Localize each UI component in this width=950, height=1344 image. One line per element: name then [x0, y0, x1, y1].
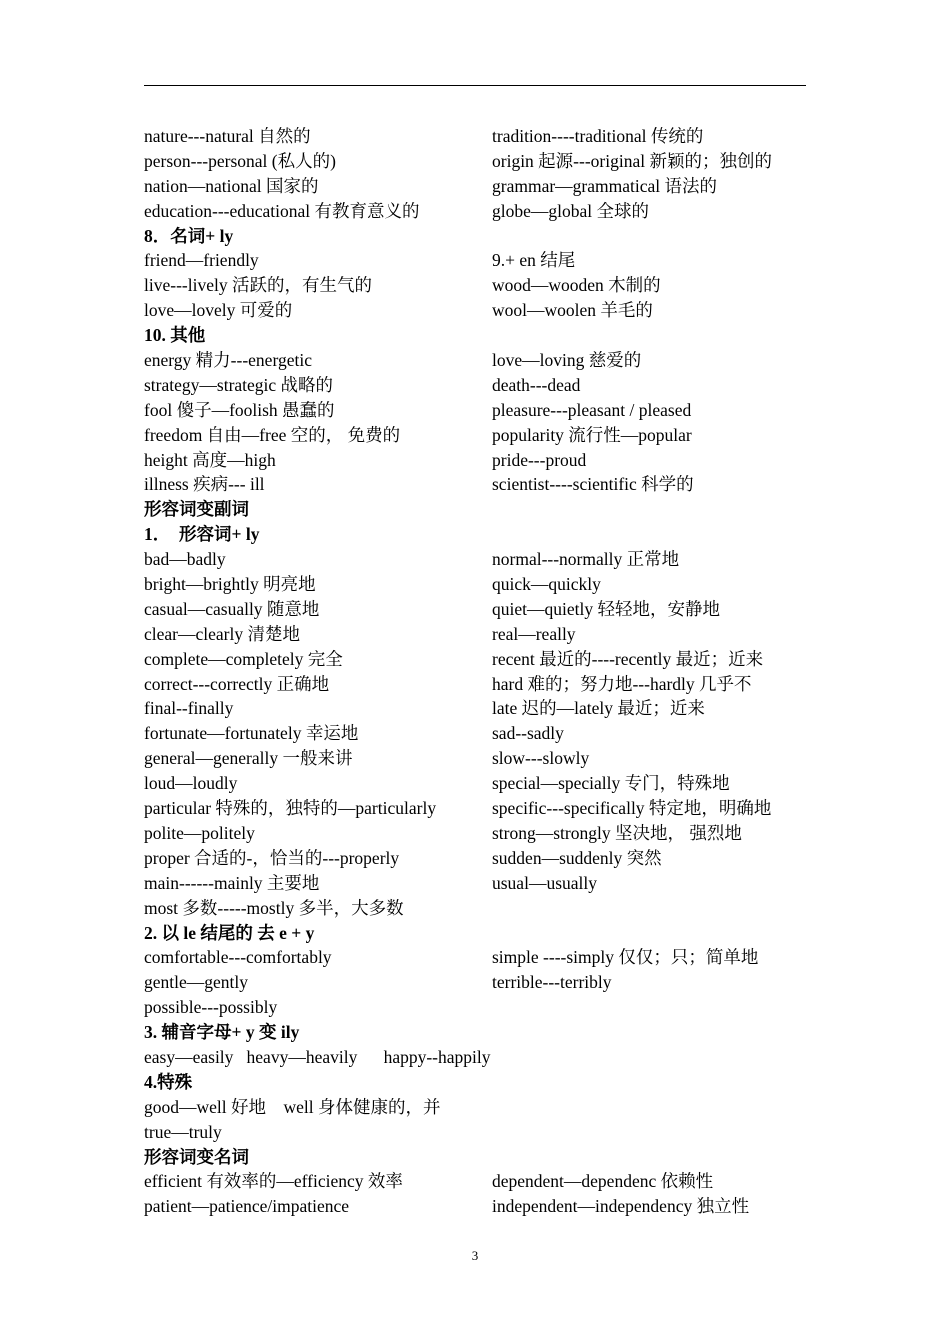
word-entry-left: live---lively 活跃的，有生气的	[144, 275, 372, 296]
word-entry-left: patient—patience/impatience	[144, 1196, 350, 1217]
heading-text: 8．名词+ ly	[144, 225, 234, 246]
word-row	[144, 373, 844, 398]
word-entry-left: fortunate—fortunately 幸运地	[144, 723, 359, 744]
word-entry-left: true—truly	[144, 1121, 222, 1142]
word-entry-right: quick—quickly	[492, 574, 601, 595]
header-rule	[144, 85, 806, 86]
heading-text: 2. 以 le 结尾的 去 e + y	[144, 922, 315, 943]
word-entry-right: pride---proud	[492, 449, 587, 470]
word-row	[144, 448, 844, 473]
section-heading	[144, 921, 844, 946]
page-number: 3	[471, 1248, 479, 1263]
word-row	[144, 273, 844, 298]
word-row	[144, 124, 844, 149]
word-row	[144, 1194, 844, 1219]
word-row	[144, 547, 844, 572]
word-row	[144, 348, 844, 373]
section-heading	[144, 1145, 844, 1170]
word-entry-left: correct---correctly 正确地	[144, 673, 330, 694]
word-entry-right: wood—wooden 木制的	[492, 275, 661, 296]
word-entry-right: quiet—quietly 轻轻地，安静地	[492, 598, 720, 619]
word-entry-right: special—specially 专门，特殊地	[492, 773, 730, 794]
word-row	[144, 647, 844, 672]
word-entry-left: freedom 自由—free 空的， 免费的	[144, 424, 401, 445]
word-entry-right: hard 难的；努力地---hardly 几乎不	[492, 673, 752, 694]
word-entry-left: gentle—gently	[144, 972, 249, 993]
word-row	[144, 821, 844, 846]
heading-text: 形容词变副词	[144, 499, 249, 520]
word-entry-left: main------mainly 主要地	[144, 872, 320, 893]
word-entry: good—well 好地 well 身体健康的，并	[144, 1096, 441, 1117]
word-entry-left: loud—loudly	[144, 773, 238, 794]
word-entry: easy—easily heavy—heavily happy--happily	[144, 1046, 491, 1067]
word-entry-left: fool 傻子—foolish 愚蠢的	[144, 399, 335, 420]
word-entry-left: friend—friendly	[144, 250, 259, 271]
word-entry-right: specific---specifically 特定地，明确地	[492, 798, 772, 819]
word-entry-right: recent 最近的----recently 最近；近来	[492, 648, 764, 669]
word-entry-right: love—loving 慈爱的	[492, 350, 642, 371]
word-row	[144, 149, 844, 174]
word-row	[144, 622, 844, 647]
word-row	[144, 1120, 844, 1145]
word-entry-left: most 多数-----mostly 多半，大多数	[144, 897, 404, 918]
section-heading	[144, 224, 844, 249]
word-row	[144, 1095, 844, 1120]
word-entry-left: general—generally 一般来讲	[144, 748, 353, 769]
word-entry-right: sad--sadly	[492, 723, 564, 744]
word-row	[144, 721, 844, 746]
word-entry-right: tradition----traditional 传统的	[492, 126, 704, 146]
word-row	[144, 896, 844, 921]
word-entry-left: casual—casually 随意地	[144, 598, 320, 619]
word-entry-right: normal---normally 正常地	[492, 549, 680, 570]
word-entry-left: final--finally	[144, 698, 234, 719]
word-row	[144, 945, 844, 970]
word-entry-right: pleasure---pleasant / pleased	[492, 399, 692, 420]
heading-text: 3. 辅音字母+ y 变 ily	[144, 1022, 300, 1043]
word-row	[144, 298, 844, 323]
heading-text: 形容词变名词	[144, 1146, 249, 1167]
word-row	[144, 796, 844, 821]
word-entry-left: height 高度—high	[144, 449, 276, 470]
word-entry-left: person---personal (私人的)	[144, 150, 336, 171]
word-row	[144, 1045, 844, 1070]
word-entry-right: slow---slowly	[492, 748, 590, 769]
word-row	[144, 995, 844, 1020]
word-entry-right: 9.+ en 结尾	[492, 250, 576, 271]
word-entry-left: complete—completely 完全	[144, 648, 343, 669]
word-entry-left: proper 合适的-，恰当的---properly	[144, 847, 400, 868]
word-entry-left: energy 精力---energetic	[144, 350, 312, 371]
word-entry-left: nature---natural 自然的	[144, 126, 311, 146]
section-heading	[144, 1070, 844, 1095]
word-entry-left: bad—badly	[144, 549, 226, 570]
word-row	[144, 472, 844, 497]
word-entry-right: death---dead	[492, 374, 581, 395]
word-row	[144, 672, 844, 697]
word-entry-left: illness 疾病--- ill	[144, 474, 265, 495]
word-entry-left: clear—clearly 清楚地	[144, 623, 300, 644]
word-row	[144, 597, 844, 622]
word-entry-left: strategy—strategic 战略的	[144, 374, 334, 395]
word-row	[144, 423, 844, 448]
section-heading	[144, 323, 844, 348]
section-heading	[144, 497, 844, 522]
section-heading	[144, 1020, 844, 1045]
word-entry-right: usual—usually	[492, 872, 597, 893]
word-entry-right: terrible---terribly	[492, 972, 612, 993]
word-entry-left: comfortable---comfortably	[144, 947, 332, 968]
word-entry-left: love—lovely 可爱的	[144, 300, 293, 321]
word-entry-right: grammar—grammatical 语法的	[492, 175, 717, 196]
word-row	[144, 696, 844, 721]
word-row	[144, 248, 844, 273]
word-entry-left: efficient 有效率的—efficiency 效率	[144, 1171, 403, 1192]
word-entry-left: particular 特殊的，独特的—particularly	[144, 798, 437, 819]
word-entry-left: polite—politely	[144, 822, 255, 843]
word-entry-right: scientist----scientific 科学的	[492, 474, 694, 495]
word-row	[144, 771, 844, 796]
word-entry-right: origin 起源---original 新颖的；独创的	[492, 150, 772, 171]
word-entry-left: bright—brightly 明亮地	[144, 574, 316, 595]
word-row	[144, 398, 844, 423]
word-row	[144, 1169, 844, 1194]
word-entry-right: strong—strongly 坚决地， 强烈地	[492, 822, 742, 843]
word-entry-right: popularity 流行性—popular	[492, 424, 692, 445]
word-row	[144, 746, 844, 771]
word-entry-right: simple ----simply 仅仅；只；简单地	[492, 947, 759, 968]
word-entry-left: possible---possibly	[144, 997, 278, 1018]
word-row	[144, 871, 844, 896]
word-row	[144, 846, 844, 871]
word-entry-right: globe—global 全球的	[492, 200, 649, 221]
page-content	[144, 124, 844, 1219]
word-row	[144, 970, 844, 995]
word-entry-right: real—really	[492, 623, 576, 644]
word-entry-left: education---educational 有教育意义的	[144, 200, 420, 221]
section-heading	[144, 522, 844, 547]
word-entry-left: nation—national 国家的	[144, 175, 319, 196]
word-entry-right: dependent—dependenc 依赖性	[492, 1171, 714, 1192]
heading-text: 4.特殊	[144, 1071, 193, 1092]
heading-text: 10. 其他	[144, 325, 206, 346]
heading-text: 1． 形容词+ ly	[144, 524, 260, 545]
word-entry-right: late 迟的—lately 最近；近来	[492, 698, 705, 719]
word-entry-right: wool—woolen 羊毛的	[492, 300, 653, 321]
word-row	[144, 572, 844, 597]
word-entry-right: independent—independency 独立性	[492, 1196, 750, 1217]
word-row	[144, 199, 844, 224]
word-entry-right: sudden—suddenly 突然	[492, 847, 662, 868]
word-row	[144, 174, 844, 199]
